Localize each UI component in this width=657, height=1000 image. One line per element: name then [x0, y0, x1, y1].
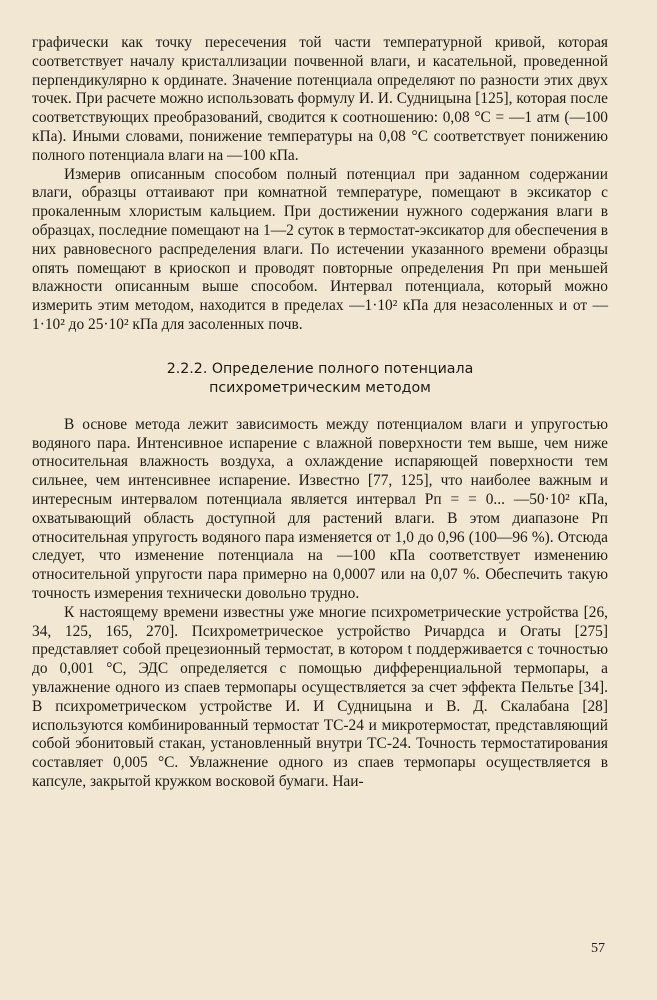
- body-text: [32, 34, 608, 792]
- paragraph-continuation: графически как точку пересечения той части температурной кривой, которая соответствует началу кристаллизации почвенной влаги, и касательной, проведенной перпендикулярно к ординате. Значение потенциала определяют по разности этих двух точек. При расчете можно использовать формулу И. И. Судницына [125], которая после соответствующих преобразований, сводится к соотношению: 0,08 °C = —1 атм (—100 кПа). Иными словами, понижение температуры на 0,08 °C соответствует понижению полного потенциала влаги на —100 кПа.: [32, 34, 608, 164]
- paragraph-devices: К настоящему времени известны уже многие психрометрические устройства [26, 34, 125, 165, 270]. Психрометрическое устройство Ричардса и Огаты [275] представляет собой прецезионный термостат, в котором t поддерживается с точностью до 0,001 °C, ЭДС определяется с помощью дифференциальной термопары, а увлажнение одного из спаев термопары осуществляется за счет эффекта Пельтье [34]. В психрометрическом устройстве И. И Судницына и В. Д. Скалабана [28] используются комбинированный термостат ТС-24 и микротермостат, представляющий собой эбонитовый стакан, установленный внутри ТС-24. Точность термостатирования составляет 0,005 °C. Увлажнение одного из спаев термопары осуществляется в капсуле, закрытой кружком восковой бумаги. Наи-: [32, 603, 608, 790]
- section-heading: [32, 360, 608, 398]
- page-number: 57: [591, 941, 605, 956]
- paragraph-measurement: Измерив описанным способом полный потенциал при заданном содержании влаги, образцы оттаивают при комнатной температуре, помещают в эксикатор с прокаленным хлористым кальцием. При достижении нужного содержания влаги в образцах, последние помещают на 1—2 суток в термостат-эксикатор для обеспечения в них равновесного распределения влаги. По истечении указанного времени образцы опять помещают в криоскоп и проводят повторные определения Рп при меньшей влажности описанным выше способом. Интервал потенциала, который можно измерить этим методом, находится в пределах —1·10² кПа для незасоленных и от —1·10² до 25·10² кПа для засоленных почв.: [32, 165, 608, 333]
- section-heading-line-2: психрометрическим методом: [209, 379, 431, 396]
- section-heading-line-1: 2.2.2. Определение полного потенциала: [166, 360, 474, 377]
- paragraph-method-basis: В основе метода лежит зависимость между потенциалом влаги и упругостью водяного пара. Интенсивное испарение с влажной поверхности тем выше, чем ниже относительная влажность воздуха, а охлаждение испаряющей поверхности тем сильнее, чем интенсивнее испарение. Известно [77, 125], что наиболее важным и интересным интервалом потенциала является интервал Рп = = 0... —50·10² кПа, охватывающий область доступной для растений влаги. В этом диапазоне Рп относительная упругость водяного пара изменяется от 1,0 до 0,96 (100—96 %). Отсюда следует, что изменение потенциала на —100 кПа соответствует изменению относительной упругости пара примерно на 0,0007 или на 0,07 %. Обеспечить такую точность измерения технически довольно трудно.: [32, 415, 608, 602]
